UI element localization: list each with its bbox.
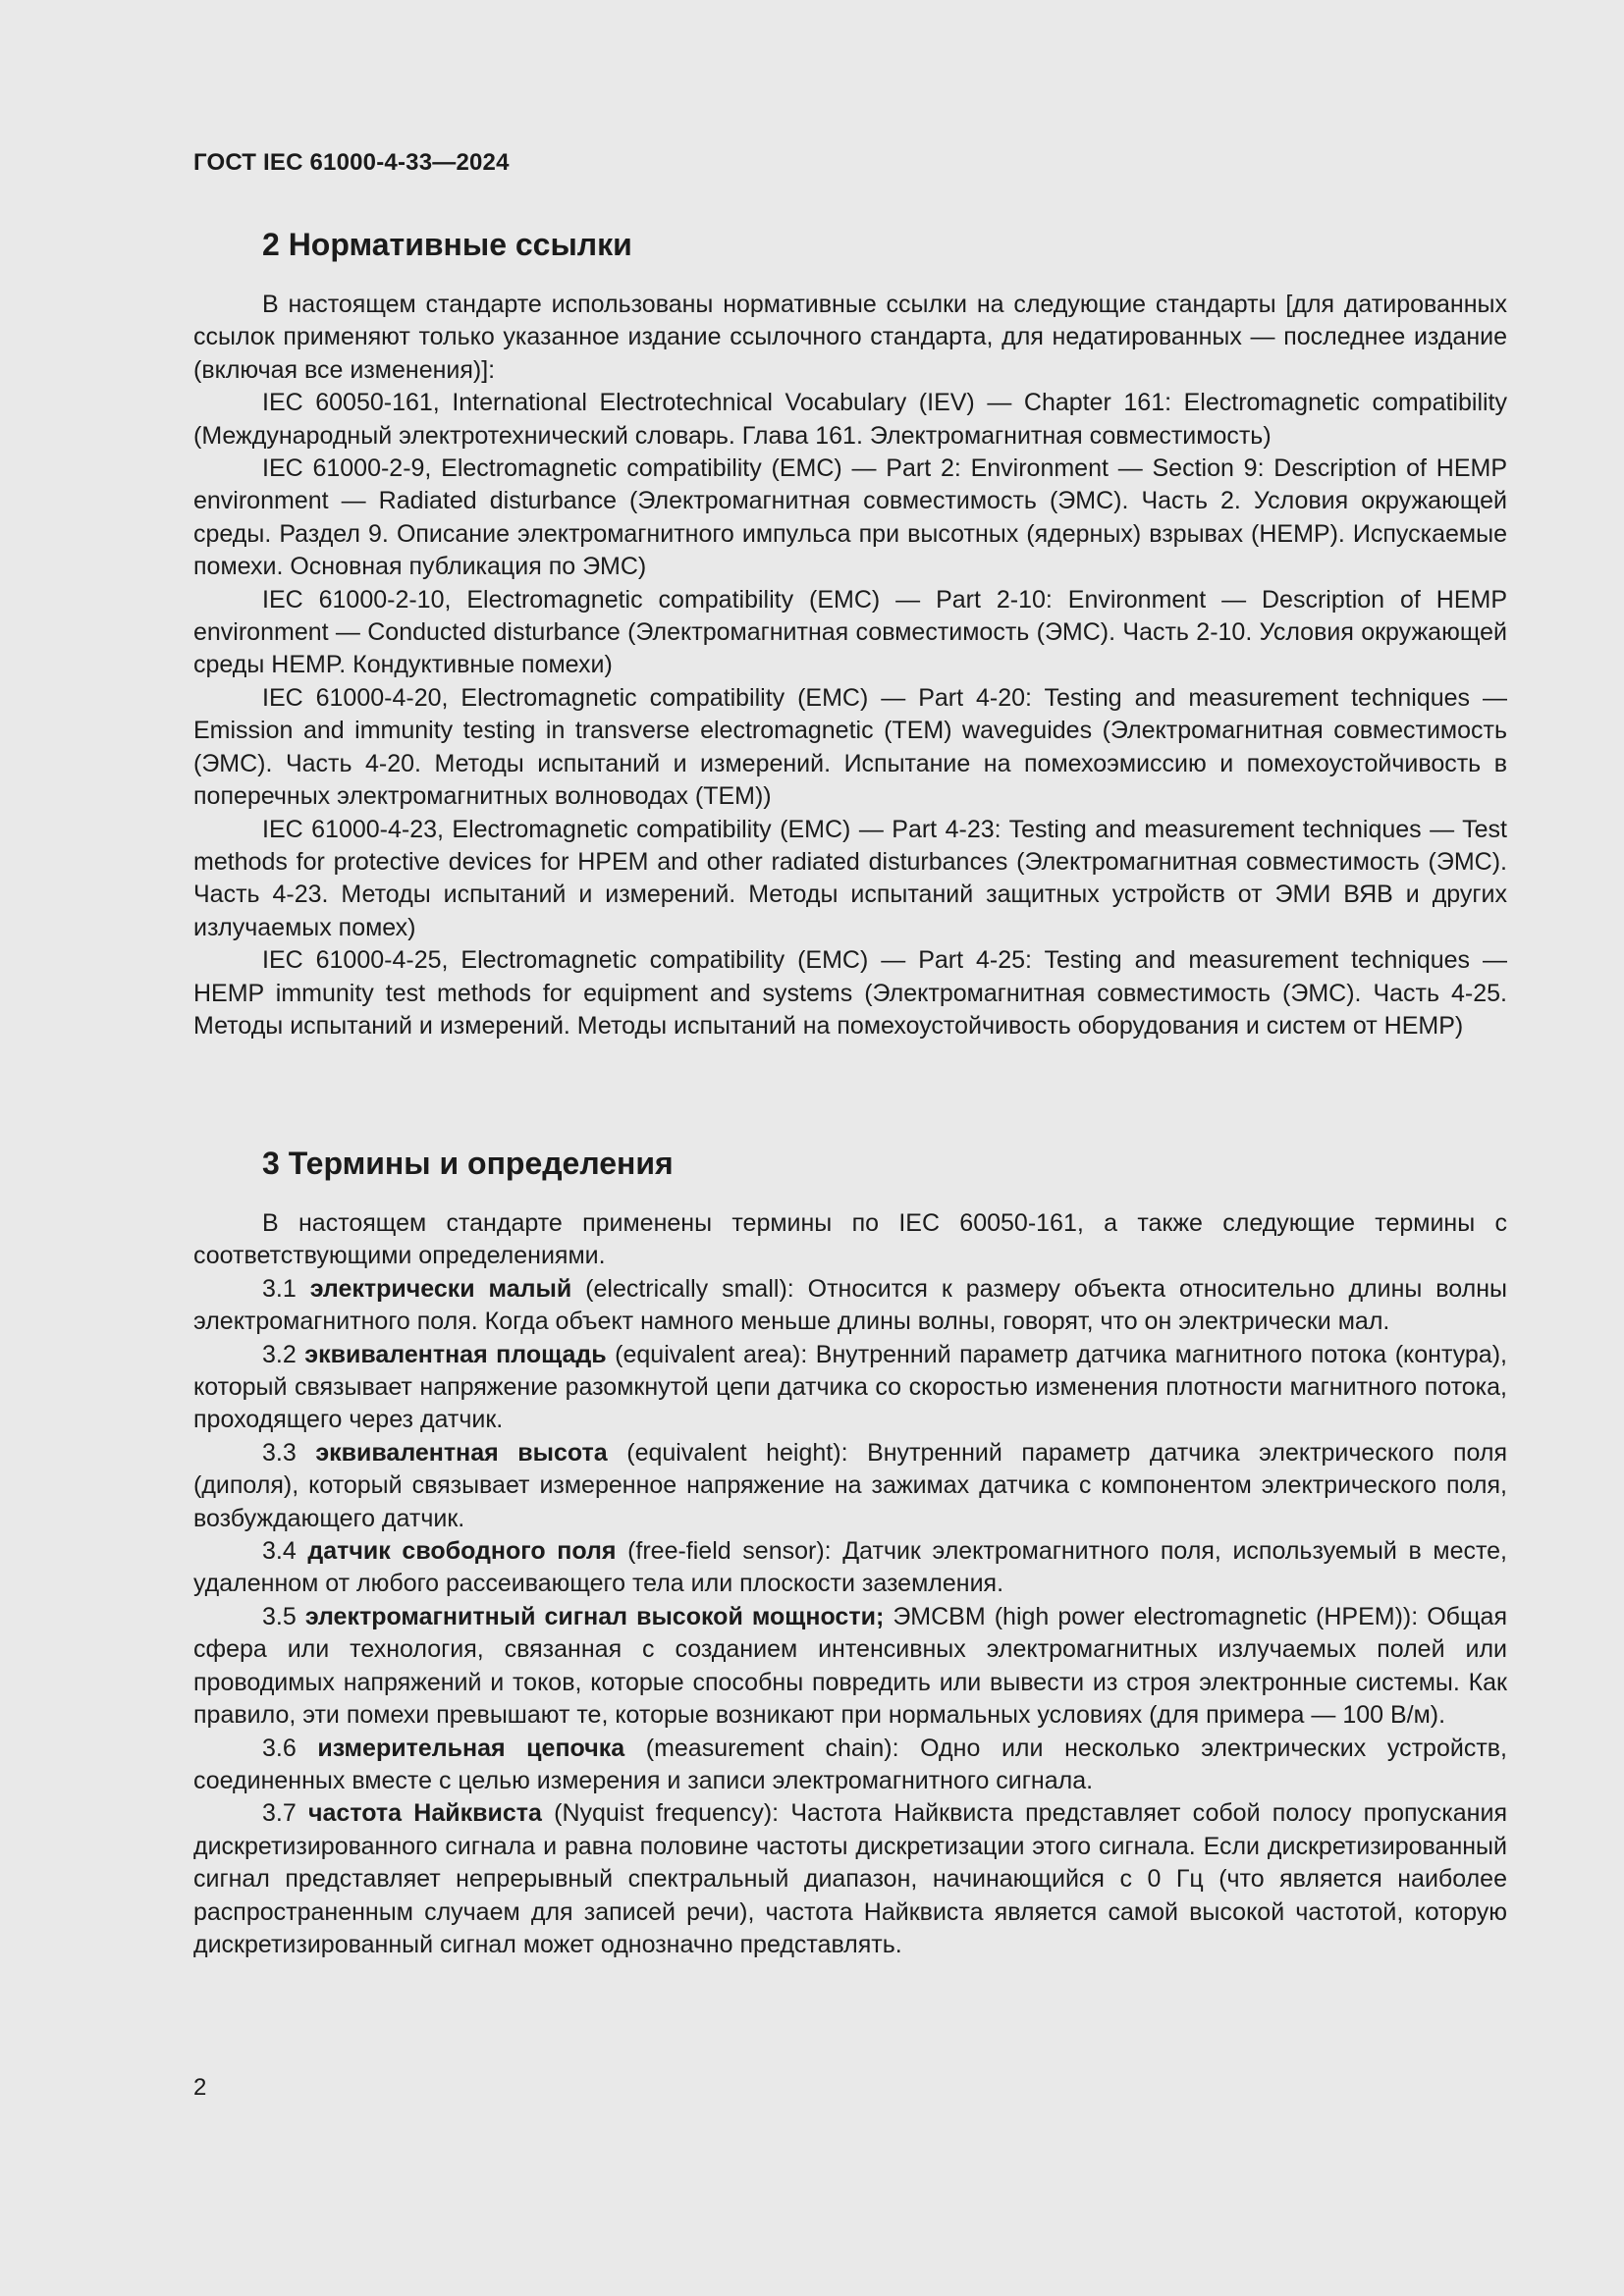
term-number: 3.7	[262, 1799, 297, 1828]
reference-item: IEC 61000-2-9, Electromagnetic compatibility (EMC) — Part 2: Environment — Section 9: Description of HEMP environment — Radiated disturbance (Электромагнитная совместимость (ЭМС). Часть 2. Условия окружающей среды. Раздел 9. Описание электромагнитного импульса при высотных (ядерных) взрывах (HEMP). Испускаемые помехи. Основная публикация по ЭМС)	[193, 454, 1507, 581]
term-name: датчик свободного поля	[307, 1537, 617, 1566]
term-number: 3.1	[262, 1274, 297, 1303]
term-text: (equivalent height): Внутренний параметр датчика электрического поля (диполя), который связывает измеренное напряжение на зажимах датчика с компонентом электрического поля, возбуждающего датчик.	[193, 1438, 1507, 1532]
section-intro: В настоящем стандарте применены термины по IEC 60050-161, а также следующие термины с соответствующими определениями.	[193, 1209, 1507, 1270]
term-definition	[193, 1797, 1507, 1961]
section-normative-references	[193, 222, 1507, 1042]
term-definition	[193, 1437, 1507, 1535]
term-number: 3.6	[262, 1734, 297, 1762]
term-number: 3.5	[262, 1602, 297, 1630]
reference-item: IEC 61000-4-20, Electromagnetic compatibility (EMC) — Part 4-20: Testing and measurement techniques — Emission and immunity testing in transverse electromagnetic (TEM) waveguides (Электромагнитная совместимость (ЭМС). Часть 4-20. Методы испытаний и измерений. Испытание на помехоэмиссию и помехоустойчивость в поперечных электромагнитных волноводах (TEM))	[193, 683, 1507, 811]
term-text: ЭМСВМ (high power electromagnetic (HPEM)): Общая сфера или технология, связанная с созданием интенсивных электромагнитных излучаемых полей или проводимых напряжений и токов, которые способны повредить или вывести из строя электронные системы. Как правило, эти помехи превышают те, которые возникают при нормальных условиях (для примера — 100 В/м).	[193, 1602, 1507, 1730]
term-text: (electrically small): Относится к размеру объекта относительно длины волны электромагнитного поля. Когда объект намного меньше длины волны, говорят, что он электрически мал.	[193, 1274, 1508, 1336]
reference-item: IEC 61000-4-23, Electromagnetic compatibility (EMC) — Part 4-23: Testing and measurement techniques — Test methods for protective devices for HPEM and other radiated disturbances (Электромагнитная совместимость (ЭМС). Часть 4-23. Методы испытаний и измерений. Методы испытаний защитных устройств от ЭМИ ВЯВ и других излучаемых помех)	[193, 815, 1507, 941]
term-definition	[193, 1733, 1507, 1798]
document-header: ГОСТ IEC 61000-4-33—2024	[193, 149, 510, 176]
term-definition	[193, 1273, 1507, 1339]
term-number: 3.2	[262, 1340, 297, 1368]
term-definition	[193, 1339, 1507, 1437]
reference-item: IEC 61000-2-10, Electromagnetic compatibility (EMC) — Part 2-10: Environment — Description of HEMP environment — Conducted disturbance (Электромагнитная совместимость (ЭМС). Часть 2-10. Условия окружающей среды HEMP. Кондуктивные помехи)	[193, 585, 1507, 679]
term-name: эквивалентная площадь	[304, 1340, 607, 1368]
page-number: 2	[193, 2074, 207, 2101]
term-name: частота Найквиста	[308, 1799, 542, 1828]
term-number: 3.4	[262, 1537, 297, 1566]
section-heading: 3 Термины и определения	[262, 1146, 674, 1181]
section-terms-definitions	[193, 1141, 1507, 1961]
term-name: электрически малый	[309, 1274, 572, 1303]
term-number: 3.3	[262, 1438, 297, 1467]
term-name: измерительная цепочка	[317, 1734, 625, 1762]
reference-item: IEC 60050-161, International Electrotechnical Vocabulary (IEV) — Chapter 161: Electromagnetic compatibility (Международный электротехнический словарь. Глава 161. Электромагнитная совместимость)	[193, 389, 1507, 450]
section-body	[193, 289, 1507, 1042]
section-intro: В настоящем стандарте использованы нормативные ссылки на следующие стандарты [для датированных ссылок применяют только указанное издание ссылочного стандарта, для недатированных — последнее издание (включая все изменения)]:	[193, 291, 1507, 384]
term-text: (free-field sensor): Датчик электромагнитного поля, используемый в месте, удаленном от любого рассеивающего тела или плоскости заземления.	[193, 1537, 1507, 1598]
term-text: (equivalent area): Внутренний параметр датчика магнитного потока (контура), который связывает напряжение разомкнутой цепи датчика со скоростью изменения плотности магнитного потока, проходящего через датчик.	[193, 1340, 1507, 1434]
term-text: (measurement chain): Одно или несколько электрических устройств, соединенных вместе с целью измерения и записи электромагнитного сигнала.	[193, 1734, 1507, 1794]
section-body	[193, 1207, 1507, 1961]
term-name: электромагнитный сигнал высокой мощности;	[304, 1602, 885, 1630]
term-text: (Nyquist frequency): Частота Найквиста представляет собой полосу пропускания дискретизированного сигнала и равна половине частоты дискретизации этого сигнала. Если дискретизированный сигнал представляет непрерывный спектральный диапазон, начинающийся с 0 Гц (что является наиболее распространенным случаем для записей речи), частота Найквиста является самой высокой частотой, которую дискретизированный сигнал может однозначно представлять.	[193, 1799, 1507, 1958]
term-definition	[193, 1601, 1507, 1733]
term-definition	[193, 1535, 1507, 1601]
section-heading: 2 Нормативные ссылки	[262, 227, 632, 262]
term-name: эквивалентная высота	[315, 1438, 608, 1467]
reference-item: IEC 61000-4-25, Electromagnetic compatibility (EMC) — Part 4-25: Testing and measurement techniques — HEMP immunity test methods for equipment and systems (Электромагнитная совместимость (ЭМС). Часть 4-25. Методы испытаний и измерений. Методы испытаний на помехоустойчивость оборудования и систем от HEMP)	[193, 946, 1507, 1040]
